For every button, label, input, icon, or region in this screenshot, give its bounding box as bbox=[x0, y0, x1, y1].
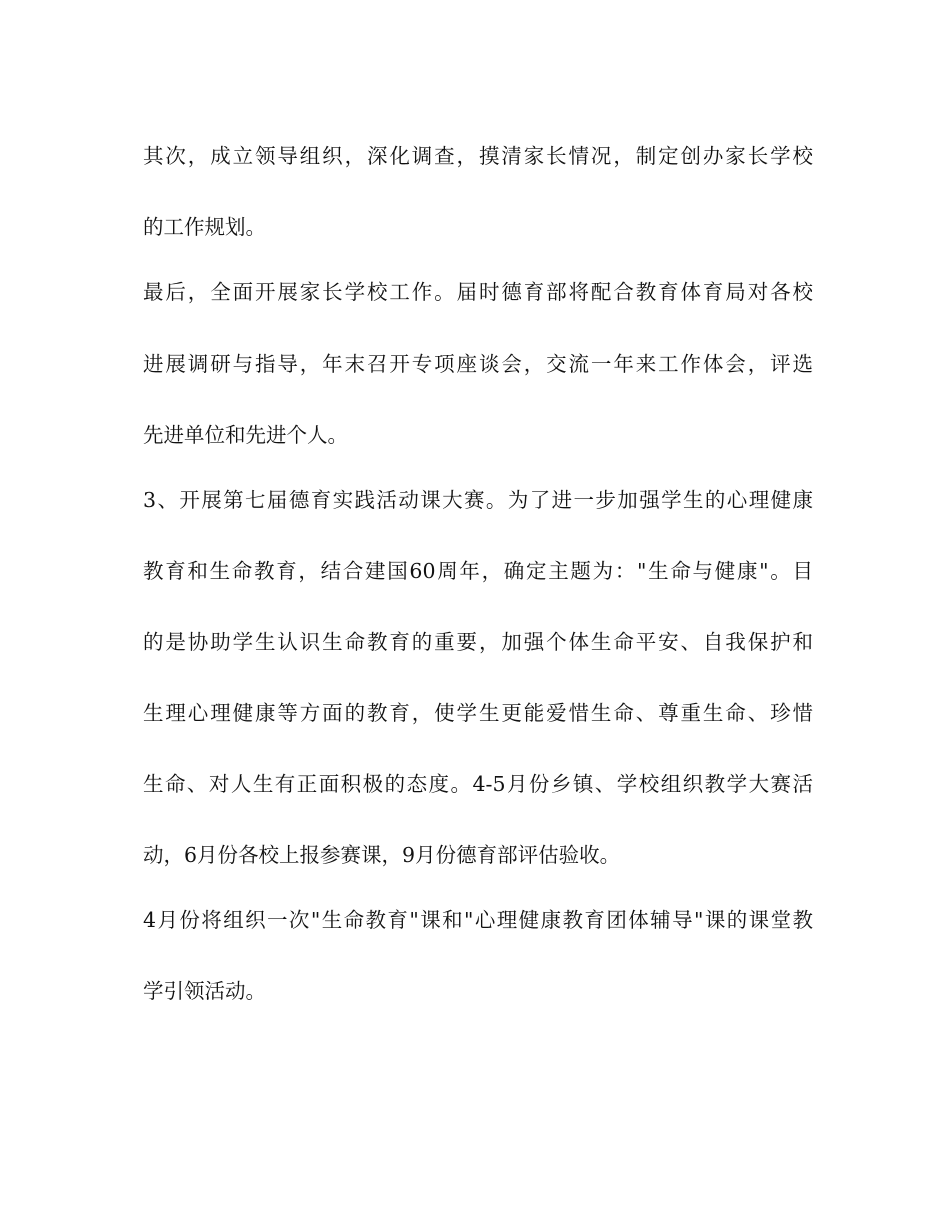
paragraph-line: 的工作规划。 bbox=[143, 215, 266, 239]
paragraph-line: 教育和生命教育，结合建国60周年，确定主题为："生命与健康"。目 bbox=[143, 559, 813, 583]
paragraph-line: 学引领活动。 bbox=[143, 979, 266, 1003]
paragraph-line: 最后，全面开展家长学校工作。届时德育部将配合教育体育局对各校 bbox=[143, 280, 813, 304]
paragraph-line: 进展调研与指导，年末召开专项座谈会，交流一年来工作体会，评选 bbox=[143, 352, 813, 376]
paragraph-line: 3、开展第七届德育实践活动课大赛。为了进一步加强学生的心理健康 bbox=[143, 488, 813, 512]
paragraph-line: 4月份将组织一次"生命教育"课和"心理健康教育团体辅导"课的课堂教 bbox=[143, 908, 813, 932]
paragraph-line: 动，6月份各校上报参赛课，9月份德育部评估验收。 bbox=[143, 843, 621, 867]
paragraph-line: 的是协助学生认识生命教育的重要，加强个体生命平安、自我保护和 bbox=[143, 630, 813, 654]
paragraph-line: 生理心理健康等方面的教育，使学生更能爱惜生命、尊重生命、珍惜 bbox=[143, 701, 813, 725]
paragraph-line: 先进单位和先进个人。 bbox=[143, 423, 348, 447]
paragraph-line: 其次，成立领导组织，深化调查，摸清家长情况，制定创办家长学校 bbox=[143, 144, 813, 168]
paragraph-line: 生命、对人生有正面积极的态度。4-5月份乡镇、学校组织教学大赛活 bbox=[143, 772, 813, 796]
